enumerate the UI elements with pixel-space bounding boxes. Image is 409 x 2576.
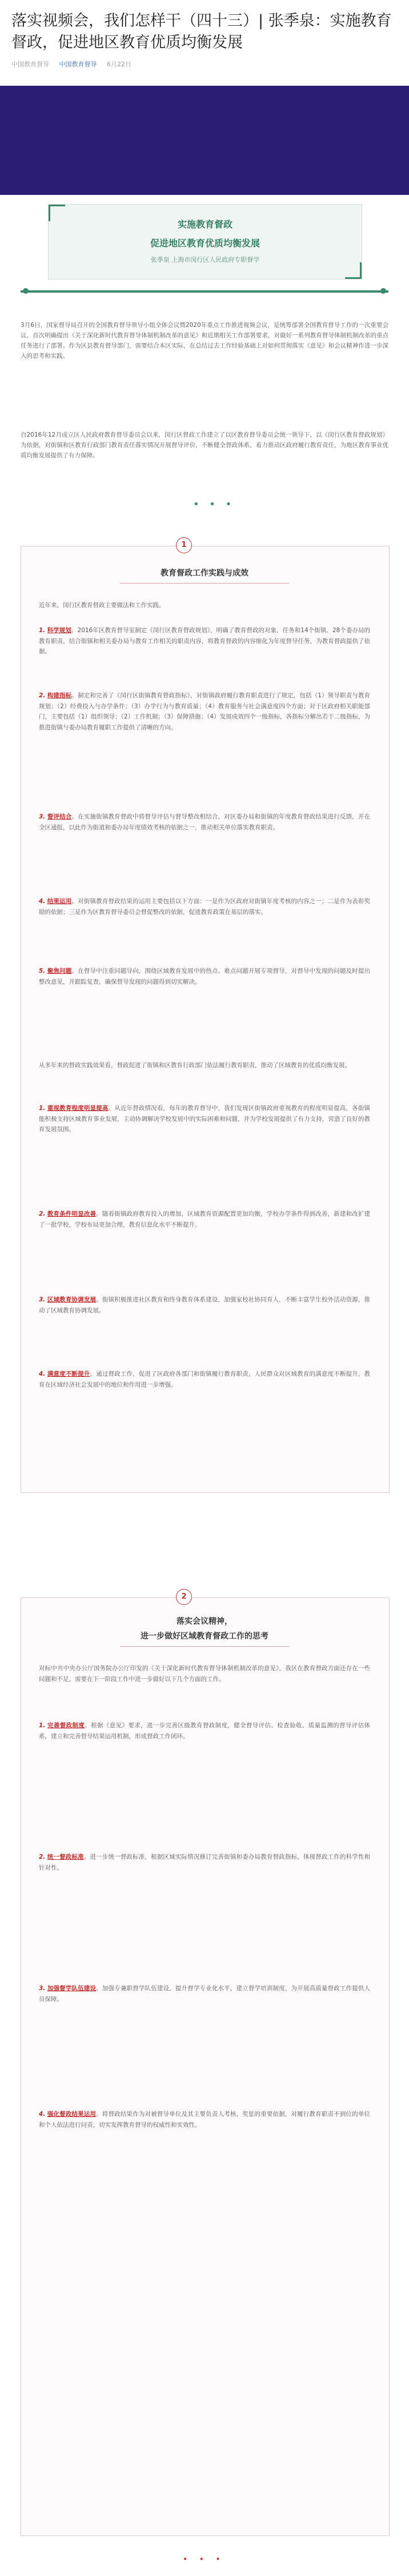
section-1-outcome-2: 2. 教育条件明显改善。随着街镇政府教育投入的增加，区域教育资源配置更加均衡，学校办学条件得到改善，新建和改扩建了一批学校，学校布局更加合理，教育信息化水平不断提升。 xyxy=(39,1211,371,1228)
corner-decoration xyxy=(345,262,362,279)
section-1-outcome-1: 1. 重视教育程度明显提高。从近年督政情况看，每年的教育督导中，我们发现区街镇政府重视教育的程度明显提高，各街镇能积极支持区域教育事业发展，主动协调解决学校发展中的实际困难和问题，并为学校发展提供了有力支持，营造了良好的教育发展氛围。 xyxy=(39,1105,371,1133)
article-date: 6月22日 xyxy=(107,61,131,68)
intro-paragraph-2: 自2016年12月成立区人民政府教育督导委员会以来，闵行区督政工作建立了以区教育督导委员会统一领导下，以《闵行区教育督政规划》为依据，对街镇和区教育行政部门教育责任落实情况开展督导评价，不断健全督政体系，着力推动区政府履行教育责任，为地区教育事业优质均衡发展提供了有力保障。 xyxy=(21,432,388,459)
section-1-item-2: 2. 构建指标。制定和完善了《闵行区街镇教育督政指标》，对街镇政府履行教育职责进行了规定，包括（1）领导职责与教育规划；（2）经费投入与办学条件；（3）办学行为与教育质量；（4）教育服务与社会满意度四个方面；对于区政府相关职能部门，主要包括（1）组织领导；（2）工作机制；（3）保障措施；（4）发展成效四个一级指标，各指标分解出若干二级指标，为推进街镇与委办局教育履职工作提供了清晰的方向。 xyxy=(39,692,371,731)
divider-dot xyxy=(380,288,386,294)
article-title: 落实视频会，我们怎样干（四十三）| 张季泉：实施教育督政，促进地区教育优质均衡发展 xyxy=(11,12,392,51)
hero-line2: 促进地区教育优质均衡发展 xyxy=(150,238,260,249)
section-2-item-4: 4. 强化督政结果运用。将督政结果作为对被督导单位及其主要负责人考核、奖惩的重要依据，对履行教育职责不到位的单位和个人依法进行问责，切实发挥教育督导的权威性和实效性。 xyxy=(39,2111,371,2128)
hero-card xyxy=(48,204,362,279)
article-source: 中国教育督导 xyxy=(11,61,49,68)
article-meta xyxy=(11,59,139,69)
section-1-title: 教育督政工作实践与成效 xyxy=(161,569,248,578)
section-1-bridge: 从多年来的督政实践效果看，督政促进了街镇和区教育行政部门依法履行教育职责，推动了区域教育的优质均衡发展。 xyxy=(39,1062,351,1069)
section-1-item-3: 3. 督评结合。在实施街镇教育督政中将督导评估与督导整改相结合，对区委办局和街镇的年度教育督政结果进行反馈，并在全区通报，以此作为街道和委办局年度绩效考核的依据之一，推动相关单位落实教育职责。 xyxy=(39,813,371,831)
section-2-title-line1: 落实会议精神， xyxy=(177,1617,232,1626)
section-1-item-1: 1. 科学规划。2016年区教育督导室制定《闵行区教育督政规划》，明确了教育督政的对象、任务和14个街镇、28个委办局的教育职责，结合街镇和相关委办局与教育工作相关的职责内容，将教育督政的内容细化为年度督导任务，为教育督政提供了依据。 xyxy=(39,627,370,655)
divider-strip xyxy=(21,290,388,293)
footer-dots: • • • xyxy=(183,2555,225,2564)
section-1-card xyxy=(21,546,390,1493)
hero-author: 张季泉 上海市闵行区人民政府专职督学 xyxy=(150,256,260,263)
header-banner-image xyxy=(0,86,409,195)
section-2-number: 2 xyxy=(176,1589,192,1605)
intro-paragraph-1: 3月6日，国家督导局召开的全国教育督导领导小组全体会议暨2020年重点工作推进视频会议，是统筹部署全国教育督导工作的一次重要会议，首次明确提出《关于深化新时代教育督导体制机制改革的意见》和近期相关工作部署要求，对做好一系列教育督导体制机制改革的重点任务进行了部署。作为区县教育督导部门，需要结合本区实际，在总结过去工作经验基础上对如何贯彻落实《意见》和会议精神作进一步深入的思考和实践。 xyxy=(21,322,388,360)
section-2-item-1: 1. 完善督政制度。根据《意见》要求，进一步完善区级教育督政制度，健全督导评估、检查验收、质量监测的督导评估体系，建立和完善督导结果运用机制，形成督政工作闭环。 xyxy=(39,1722,371,1740)
section-1-item-5: 5. 聚焦问题。在督导中注重问题导向，围绕区域教育发展中的热点、难点问题开展专项督导，对督导中发现的问题及时提出整改意见，并跟踪复查，确保督导发现的问题得到切实解决。 xyxy=(39,968,371,985)
section-2-underline xyxy=(120,1646,289,1647)
account-link[interactable]: 中国教育督导 xyxy=(59,61,97,68)
section-2-title-line2: 进一步做好区域教育督政工作的思考 xyxy=(141,1632,268,1641)
section-1-lead: 近年来，闵行区教育督政主要做法和工作实践。 xyxy=(39,602,165,609)
section-2-item-3: 3. 加强督学队伍建设。加强专兼职督学队伍建设，提升督学专业化水平，建立督学培训制度，为开展高质量督政工作提供人员保障。 xyxy=(39,1985,371,2003)
section-2-item-2: 2. 统一督政标准。进一步统一督政标准，根据区域实际情况修订完善街镇和委办局教育督政指标，体现督政工作的科学性和针对性。 xyxy=(39,1854,371,1871)
section-1-number: 1 xyxy=(176,537,192,553)
divider-dot xyxy=(23,288,29,294)
dots-divider: • • • xyxy=(193,498,235,510)
hero-line1: 实施教育督政 xyxy=(177,219,232,230)
section-1-outcome-3: 3. 区域教育协调发展。街镇积极推进社区教育和终身教育体系建设，加强家校社协同育人，不断丰富学生校外活动资源，推动了区域教育协调发展。 xyxy=(39,1296,371,1314)
section-1-underline xyxy=(120,583,289,584)
section-1-outcome-4: 4. 满意度不断提升。通过督政工作，促进了区政府各部门和街镇履行教育职责，人民群众对区域教育的满意度不断提升，教育在区域经济社会发展中的地位和作用进一步增强。 xyxy=(39,1371,371,1388)
section-1-item-4: 4. 结果运用。对街镇教育督政结果的运用主要包括以下方面：一是作为区政府对街镇年度考核的内容之一；二是作为表彰奖励的依据；三是作为区教育督导委员会督促整改的依据，促进教育政策在基层的落实。 xyxy=(39,898,371,916)
section-2-lead: 对标中共中央办公厅国务院办公厅印发的《关于深化新时代教育督导体制机制改革的意见》，我区在教育督政方面还存在一些问题和不足，需要在下一阶段工作中进一步做好以下几个方面的工作。 xyxy=(39,1665,370,1683)
corner-decoration xyxy=(49,205,65,221)
